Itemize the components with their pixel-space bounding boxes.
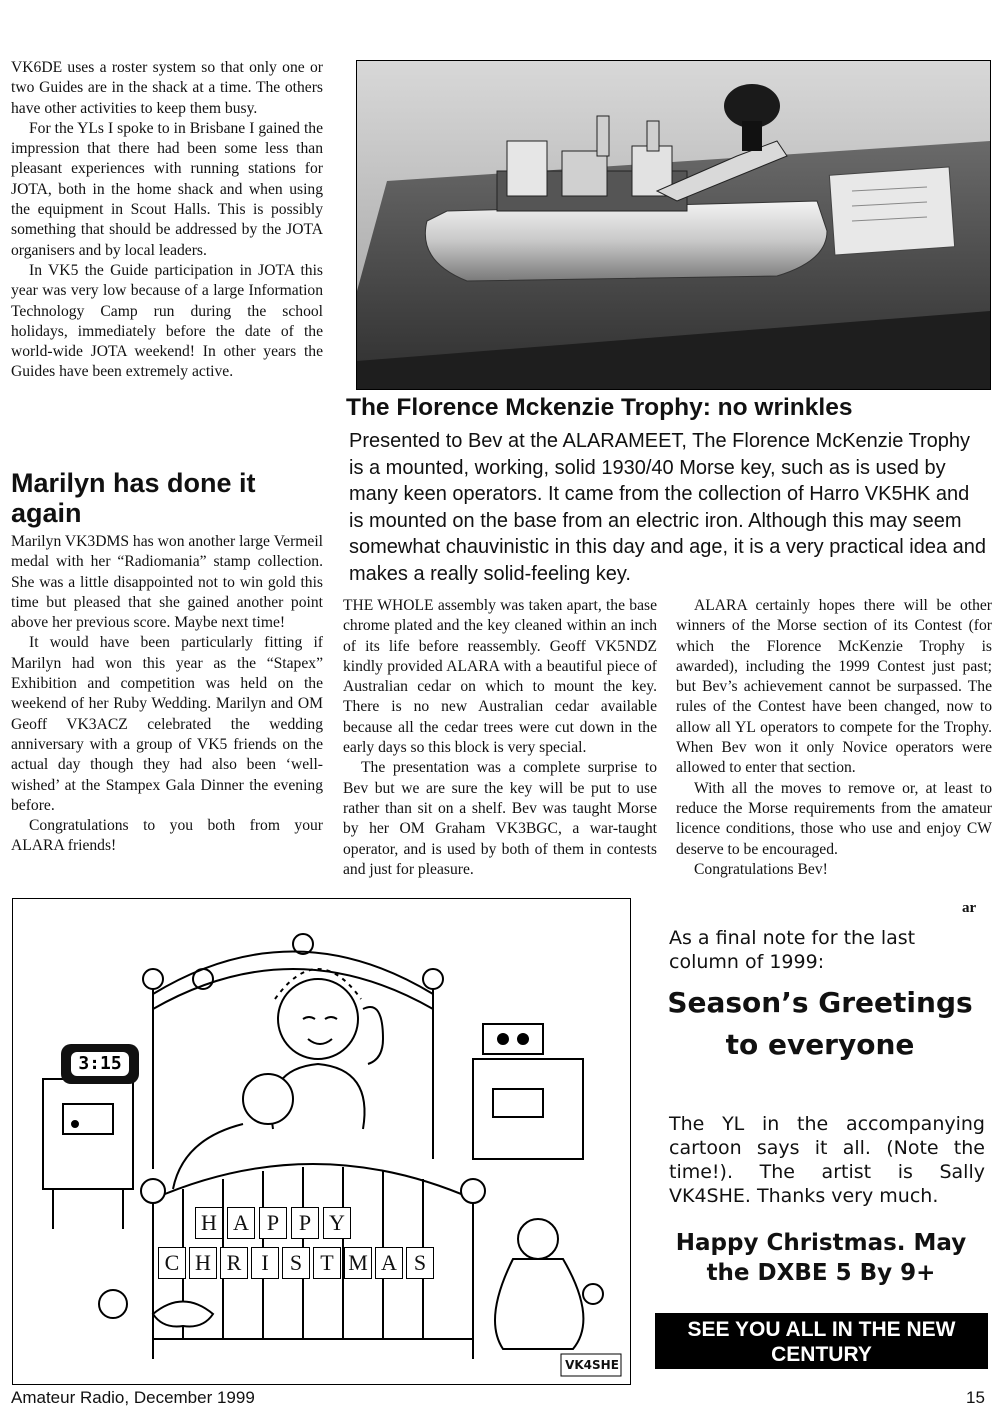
bunting-letter: H (195, 1207, 223, 1239)
paragraph: The presentation was a complete surprise to Bev but we are sure the key will be put to use rather than sit on a shelf. Bev was taught Morse by her OM Graham VK3BGC, a war-taught operator, and is used by both of them in contests and just for pleasure. (343, 759, 657, 878)
page-number: 15 (966, 1388, 985, 1407)
paragraph: For the YLs I spoke to in Brisbane I gained the impression that there had been some less than pleasant experiences with running stations for JOTA, both in the home shack and when using the equipment in Scout Halls. This is possibly something that should be addressed by the JOTA organisers and by local leaders. (11, 119, 323, 259)
paragraph: VK6DE uses a roster system so that only one or two Guides are in the shack at a time. The others have other activities to keep them busy. (11, 59, 323, 117)
paragraph: It would have been particularly fitting if Marilyn had won this year as the “Stapex” Exhibition and competition was held on the weekend of her Ruby Wedding. Marilyn and OM Geoff VK3ACZ celebrated the wedding anniversary with a group of VK5 friends on the actual day though they had also been ‘well-wished’ at the Stampex Gala Dinner the evening before. (11, 634, 323, 814)
trophy-right-column (676, 596, 992, 880)
paragraph: With all the moves to remove or, at least to reduce the Morse requirements from the amateur licence conditions, those who use and enjoy CW deserve to be encouraged. (676, 779, 992, 858)
cartoon-drawing (13, 899, 630, 1384)
bunting-letter: I (251, 1247, 279, 1279)
final-note: As a final note for the last column of 1999: (669, 927, 916, 973)
paragraph: ALARA certainly hopes there will be other winners of the Morse section of its Contest (for which the Florence McKenzie Trophy is awarded), including the 1999 Contest just past; but Bev’s achievement cannot be surpassed. The rules of the Contest have been changed, now to allow all YL operators to compete for the Trophy. When Bev won it only Novice operators were allowed to enter that section. (676, 597, 992, 777)
clock-display: 3:15 (71, 1052, 129, 1076)
bunting-letter: Y (323, 1207, 351, 1239)
bunting-letter: R (220, 1247, 248, 1279)
marilyn-heading: Marilyn has done it again (11, 468, 256, 528)
bunting-letter: P (291, 1207, 319, 1239)
artist-signature: VK4SHE (565, 1358, 619, 1372)
paragraph: Congratulations Bev! (694, 860, 828, 878)
cartoon-credit-note: The YL in the accompanying cartoon says it all. (Note the time!). The artist is Sally VK4SHE. Thanks very much. (669, 1113, 985, 1207)
new-century-banner: SEE YOU ALL IN THE NEW CENTURY (655, 1313, 988, 1369)
article-signoff: ar (962, 900, 977, 916)
christmas-bunting (158, 1247, 434, 1279)
bunting-letter: A (227, 1207, 255, 1239)
paragraph: Congratulations to you both from your ALARA friends! (11, 817, 323, 855)
paragraph: THE WHOLE assembly was taken apart, the base chrome plated and the key cleaned within an inch of its life before reassembly. Geoff VK5NDZ kindly provided ALARA with a beautiful piece of Australian cedar on which to mount the key. There is no new Australian cedar available because all the cedar trees were cut down in the early days so this block is very special. (343, 597, 657, 757)
left-column-jota-text (11, 58, 323, 383)
bunting-letter: S (406, 1247, 434, 1279)
bunting-letter: T (313, 1247, 341, 1279)
christmas-cartoon (12, 898, 631, 1385)
trophy-photo (356, 60, 991, 390)
footer-publication: Amateur Radio, December 1999 (11, 1388, 255, 1407)
trophy-lead-paragraph: Presented to Bev at the ALARAMEET, The Florence McKenzie Trophy is a mounted, working, solid 1930/40 Morse key, such as is used by many keen operators. It came from the collection of Harro VK5HK and is mounted on the base from an electric iron. Although this may seem somewhat chauvinistic in this day and age, it is a very practical idea and makes a really solid-feeling key. (349, 430, 987, 585)
christmas-message: Happy Christmas. May the DXBE 5 By 9+ (675, 1230, 967, 1286)
paragraph: In VK5 the Guide participation in JOTA this year was very low because of a large Information Technology Camp run during the school holidays, immediately before the date of the world-wide JOTA weekend! In other years the Guides have been extremely active. (11, 261, 323, 381)
trophy-middle-column (343, 596, 657, 880)
marilyn-article (11, 532, 323, 857)
alarm-clock (61, 1044, 139, 1084)
bunting-letter: S (282, 1247, 310, 1279)
happy-bunting (195, 1207, 351, 1239)
bunting-letter: C (158, 1247, 186, 1279)
morse-key-photo-illustration (357, 61, 990, 389)
bunting-letter: A (375, 1247, 403, 1279)
seasons-greetings: Season’s Greetings to everyone (667, 986, 973, 1061)
bunting-letter: P (259, 1207, 287, 1239)
paragraph: Marilyn VK3DMS has won another large Vermeil medal with her “Radiomania” stamp collection. She was a little disappointed not to win gold this time but pleased that she gained another point above her previous score. Maybe next time! (11, 533, 323, 632)
bunting-letter: H (189, 1247, 217, 1279)
bunting-letter: M (344, 1247, 372, 1279)
trophy-heading: The Florence Mckenzie Trophy: no wrinkles (346, 394, 853, 421)
